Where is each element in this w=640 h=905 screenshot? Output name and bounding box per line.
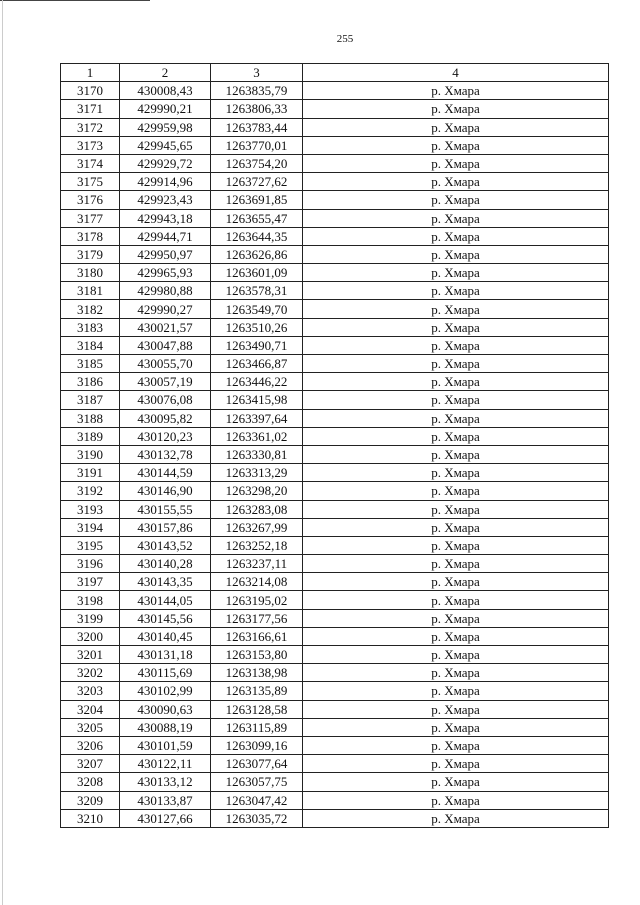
description-cell: р. Хмара — [303, 555, 609, 573]
y-coordinate-cell: 1263313,29 — [211, 464, 303, 482]
x-coordinate-cell: 430140,28 — [120, 555, 211, 573]
y-coordinate-cell: 1263415,98 — [211, 391, 303, 409]
x-coordinate-cell: 430101,59 — [120, 736, 211, 754]
table-row — [61, 300, 609, 318]
page-number: 255 — [336, 33, 354, 45]
description-cell: р. Хмара — [303, 809, 609, 827]
table-row — [61, 682, 609, 700]
y-coordinate-cell: 1263135,89 — [211, 682, 303, 700]
table-row — [61, 591, 609, 609]
top-edge-mark — [0, 0, 150, 1]
x-coordinate-cell: 430145,56 — [120, 609, 211, 627]
point-number-cell: 3189 — [61, 427, 120, 445]
x-coordinate-cell: 430088,19 — [120, 718, 211, 736]
x-coordinate-cell: 429914,96 — [120, 173, 211, 191]
table-row — [61, 264, 609, 282]
table-row — [61, 336, 609, 354]
table-row — [61, 755, 609, 773]
table-row — [61, 555, 609, 573]
table-row — [61, 664, 609, 682]
x-coordinate-cell: 429945,65 — [120, 136, 211, 154]
description-cell: р. Хмара — [303, 518, 609, 536]
table-row — [61, 136, 609, 154]
point-number-cell: 3194 — [61, 518, 120, 536]
table-row — [61, 209, 609, 227]
description-cell: р. Хмара — [303, 336, 609, 354]
point-number-cell: 3210 — [61, 809, 120, 827]
y-coordinate-cell: 1263177,56 — [211, 609, 303, 627]
point-number-cell: 3201 — [61, 646, 120, 664]
y-coordinate-cell: 1263783,44 — [211, 118, 303, 136]
point-number-cell: 3198 — [61, 591, 120, 609]
y-coordinate-cell: 1263115,89 — [211, 718, 303, 736]
point-number-cell: 3181 — [61, 282, 120, 300]
point-number-cell: 3179 — [61, 245, 120, 263]
point-number-cell: 3182 — [61, 300, 120, 318]
x-coordinate-cell: 429943,18 — [120, 209, 211, 227]
x-coordinate-cell: 430095,82 — [120, 409, 211, 427]
point-number-cell: 3180 — [61, 264, 120, 282]
description-cell: р. Хмара — [303, 682, 609, 700]
table-row — [61, 100, 609, 118]
point-number-cell: 3170 — [61, 82, 120, 100]
x-coordinate-cell: 429965,93 — [120, 264, 211, 282]
description-cell: р. Хмара — [303, 300, 609, 318]
table-row — [61, 282, 609, 300]
table-row — [61, 627, 609, 645]
description-cell: р. Хмара — [303, 373, 609, 391]
point-number-cell: 3204 — [61, 700, 120, 718]
x-coordinate-cell: 430143,35 — [120, 573, 211, 591]
y-coordinate-cell: 1263835,79 — [211, 82, 303, 100]
description-cell: р. Хмара — [303, 736, 609, 754]
point-number-cell: 3200 — [61, 627, 120, 645]
description-cell: р. Хмара — [303, 591, 609, 609]
table-row — [61, 809, 609, 827]
description-cell: р. Хмара — [303, 391, 609, 409]
description-cell: р. Хмара — [303, 536, 609, 554]
point-number-cell: 3173 — [61, 136, 120, 154]
x-coordinate-cell: 430146,90 — [120, 482, 211, 500]
description-cell: р. Хмара — [303, 318, 609, 336]
table-row — [61, 573, 609, 591]
y-coordinate-cell: 1263601,09 — [211, 264, 303, 282]
description-cell: р. Хмара — [303, 409, 609, 427]
description-cell: р. Хмара — [303, 100, 609, 118]
point-number-cell: 3195 — [61, 536, 120, 554]
x-coordinate-cell: 430133,12 — [120, 773, 211, 791]
description-cell: р. Хмара — [303, 482, 609, 500]
table-row — [61, 500, 609, 518]
x-coordinate-cell: 429944,71 — [120, 227, 211, 245]
x-coordinate-cell: 430157,86 — [120, 518, 211, 536]
x-coordinate-cell: 430133,87 — [120, 791, 211, 809]
y-coordinate-cell: 1263298,20 — [211, 482, 303, 500]
y-coordinate-cell: 1263138,98 — [211, 664, 303, 682]
point-number-cell: 3202 — [61, 664, 120, 682]
y-coordinate-cell: 1263035,72 — [211, 809, 303, 827]
point-number-cell: 3207 — [61, 755, 120, 773]
description-cell: р. Хмара — [303, 282, 609, 300]
description-cell: р. Хмара — [303, 154, 609, 172]
description-cell: р. Хмара — [303, 245, 609, 263]
table-row — [61, 227, 609, 245]
y-coordinate-cell: 1263267,99 — [211, 518, 303, 536]
y-coordinate-cell: 1263490,71 — [211, 336, 303, 354]
point-number-cell: 3203 — [61, 682, 120, 700]
x-coordinate-cell: 430047,88 — [120, 336, 211, 354]
table-row — [61, 718, 609, 736]
description-cell: р. Хмара — [303, 627, 609, 645]
table-row — [61, 427, 609, 445]
point-number-cell: 3172 — [61, 118, 120, 136]
y-coordinate-cell: 1263153,80 — [211, 646, 303, 664]
y-coordinate-cell: 1263195,02 — [211, 591, 303, 609]
x-coordinate-cell: 430120,23 — [120, 427, 211, 445]
table-row — [61, 373, 609, 391]
y-coordinate-cell: 1263727,62 — [211, 173, 303, 191]
y-coordinate-cell: 1263214,08 — [211, 573, 303, 591]
table-row — [61, 191, 609, 209]
y-coordinate-cell: 1263397,64 — [211, 409, 303, 427]
y-coordinate-cell: 1263446,22 — [211, 373, 303, 391]
x-coordinate-cell: 430090,63 — [120, 700, 211, 718]
description-cell: р. Хмара — [303, 136, 609, 154]
y-coordinate-cell: 1263510,26 — [211, 318, 303, 336]
y-coordinate-cell: 1263166,61 — [211, 627, 303, 645]
table-row — [61, 445, 609, 463]
description-cell: р. Хмара — [303, 427, 609, 445]
x-coordinate-cell: 430140,45 — [120, 627, 211, 645]
point-number-cell: 3191 — [61, 464, 120, 482]
y-coordinate-cell: 1263466,87 — [211, 355, 303, 373]
x-coordinate-cell: 430057,19 — [120, 373, 211, 391]
y-coordinate-cell: 1263237,11 — [211, 555, 303, 573]
table-row — [61, 318, 609, 336]
description-cell: р. Хмара — [303, 664, 609, 682]
description-cell: р. Хмара — [303, 609, 609, 627]
y-coordinate-cell: 1263283,08 — [211, 500, 303, 518]
y-coordinate-cell: 1263330,81 — [211, 445, 303, 463]
description-cell: р. Хмара — [303, 118, 609, 136]
point-number-cell: 3185 — [61, 355, 120, 373]
table-row — [61, 409, 609, 427]
x-coordinate-cell: 430143,52 — [120, 536, 211, 554]
x-coordinate-cell: 429990,21 — [120, 100, 211, 118]
description-cell: р. Хмара — [303, 773, 609, 791]
x-coordinate-cell: 430102,99 — [120, 682, 211, 700]
table-row — [61, 736, 609, 754]
table-row — [61, 464, 609, 482]
point-number-cell: 3171 — [61, 100, 120, 118]
x-coordinate-cell: 430155,55 — [120, 500, 211, 518]
description-cell: р. Хмара — [303, 264, 609, 282]
description-cell: р. Хмара — [303, 173, 609, 191]
y-coordinate-cell: 1263655,47 — [211, 209, 303, 227]
description-cell: р. Хмара — [303, 209, 609, 227]
y-coordinate-cell: 1263644,35 — [211, 227, 303, 245]
y-coordinate-cell: 1263806,33 — [211, 100, 303, 118]
table-row — [61, 773, 609, 791]
description-cell: р. Хмара — [303, 791, 609, 809]
y-coordinate-cell: 1263770,01 — [211, 136, 303, 154]
column-header: 4 — [303, 64, 609, 82]
table-row — [61, 646, 609, 664]
table-row — [61, 536, 609, 554]
y-coordinate-cell: 1263057,75 — [211, 773, 303, 791]
table-row — [61, 154, 609, 172]
table-row — [61, 518, 609, 536]
point-number-cell: 3199 — [61, 609, 120, 627]
table-body — [61, 82, 609, 828]
table-row — [61, 391, 609, 409]
point-number-cell: 3209 — [61, 791, 120, 809]
column-header: 1 — [61, 64, 120, 82]
coordinates-table — [60, 63, 609, 828]
description-cell: р. Хмара — [303, 464, 609, 482]
point-number-cell: 3175 — [61, 173, 120, 191]
x-coordinate-cell: 430021,57 — [120, 318, 211, 336]
table-row — [61, 245, 609, 263]
y-coordinate-cell: 1263754,20 — [211, 154, 303, 172]
point-number-cell: 3206 — [61, 736, 120, 754]
point-number-cell: 3205 — [61, 718, 120, 736]
x-coordinate-cell: 430055,70 — [120, 355, 211, 373]
point-number-cell: 3196 — [61, 555, 120, 573]
description-cell: р. Хмара — [303, 718, 609, 736]
y-coordinate-cell: 1263691,85 — [211, 191, 303, 209]
point-number-cell: 3186 — [61, 373, 120, 391]
table-row — [61, 791, 609, 809]
x-coordinate-cell: 429990,27 — [120, 300, 211, 318]
table-row — [61, 118, 609, 136]
point-number-cell: 3183 — [61, 318, 120, 336]
x-coordinate-cell: 429980,88 — [120, 282, 211, 300]
point-number-cell: 3190 — [61, 445, 120, 463]
description-cell: р. Хмара — [303, 227, 609, 245]
x-coordinate-cell: 430132,78 — [120, 445, 211, 463]
table-row — [61, 482, 609, 500]
point-number-cell: 3176 — [61, 191, 120, 209]
table-row — [61, 82, 609, 100]
description-cell: р. Хмара — [303, 755, 609, 773]
y-coordinate-cell: 1263252,18 — [211, 536, 303, 554]
y-coordinate-cell: 1263099,16 — [211, 736, 303, 754]
point-number-cell: 3188 — [61, 409, 120, 427]
y-coordinate-cell: 1263361,02 — [211, 427, 303, 445]
description-cell: р. Хмара — [303, 355, 609, 373]
column-header: 2 — [120, 64, 211, 82]
x-coordinate-cell: 430008,43 — [120, 82, 211, 100]
y-coordinate-cell: 1263578,31 — [211, 282, 303, 300]
point-number-cell: 3178 — [61, 227, 120, 245]
x-coordinate-cell: 429950,97 — [120, 245, 211, 263]
point-number-cell: 3174 — [61, 154, 120, 172]
description-cell: р. Хмара — [303, 191, 609, 209]
description-cell: р. Хмара — [303, 646, 609, 664]
point-number-cell: 3197 — [61, 573, 120, 591]
point-number-cell: 3184 — [61, 336, 120, 354]
column-header: 3 — [211, 64, 303, 82]
x-coordinate-cell: 430131,18 — [120, 646, 211, 664]
x-coordinate-cell: 430076,08 — [120, 391, 211, 409]
x-coordinate-cell: 429959,98 — [120, 118, 211, 136]
x-coordinate-cell: 430144,59 — [120, 464, 211, 482]
y-coordinate-cell: 1263549,70 — [211, 300, 303, 318]
table-header-row — [61, 64, 609, 82]
point-number-cell: 3177 — [61, 209, 120, 227]
point-number-cell: 3192 — [61, 482, 120, 500]
point-number-cell: 3187 — [61, 391, 120, 409]
table-row — [61, 173, 609, 191]
x-coordinate-cell: 430127,66 — [120, 809, 211, 827]
table-row — [61, 609, 609, 627]
x-coordinate-cell: 430122,11 — [120, 755, 211, 773]
description-cell: р. Хмара — [303, 573, 609, 591]
description-cell: р. Хмара — [303, 82, 609, 100]
y-coordinate-cell: 1263047,42 — [211, 791, 303, 809]
table-row — [61, 700, 609, 718]
description-cell: р. Хмара — [303, 700, 609, 718]
x-coordinate-cell: 429923,43 — [120, 191, 211, 209]
scan-left-edge — [2, 0, 3, 905]
description-cell: р. Хмара — [303, 445, 609, 463]
table-row — [61, 355, 609, 373]
point-number-cell: 3208 — [61, 773, 120, 791]
x-coordinate-cell: 430115,69 — [120, 664, 211, 682]
point-number-cell: 3193 — [61, 500, 120, 518]
x-coordinate-cell: 430144,05 — [120, 591, 211, 609]
y-coordinate-cell: 1263128,58 — [211, 700, 303, 718]
description-cell: р. Хмара — [303, 500, 609, 518]
y-coordinate-cell: 1263077,64 — [211, 755, 303, 773]
y-coordinate-cell: 1263626,86 — [211, 245, 303, 263]
x-coordinate-cell: 429929,72 — [120, 154, 211, 172]
